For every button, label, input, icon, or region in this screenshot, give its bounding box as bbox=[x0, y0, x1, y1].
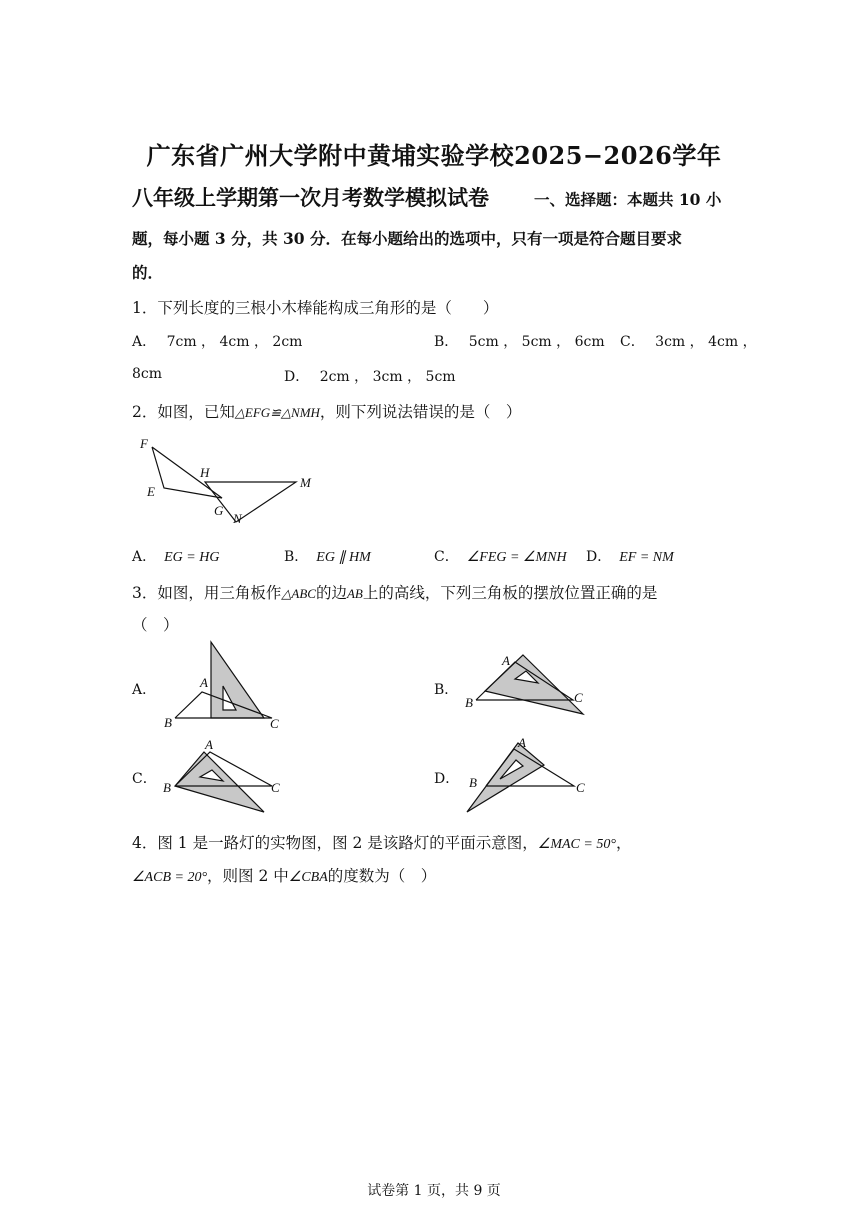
label-g: G bbox=[214, 503, 224, 518]
q3-option-c[interactable]: C． bbox=[132, 771, 157, 787]
stem-math: ∠ACB = 20° bbox=[132, 870, 208, 885]
label-a: A bbox=[205, 737, 213, 752]
stem-text: 4．图 1 是一路灯的实物图，图 2 是该路灯的平面示意图， bbox=[132, 834, 538, 852]
stem-math: △EFG≌△NMH bbox=[234, 405, 320, 420]
q1-option-a[interactable] bbox=[132, 331, 302, 351]
stem-text: 2．如图，已知 bbox=[132, 403, 235, 421]
q2-option-a[interactable] bbox=[132, 546, 219, 566]
q1-option-c-continued: 8cm bbox=[132, 366, 163, 382]
section-heading-part3: 的． bbox=[132, 263, 164, 282]
q3-figure-b bbox=[460, 648, 600, 724]
option-label: B． bbox=[434, 334, 459, 350]
stem-text: ，则图 2 中 bbox=[207, 867, 289, 885]
section-heading-part2: 题，每小题 3 分，共 30 分．在每小题给出的选项中，只有一项是符合题目要求 bbox=[132, 229, 682, 248]
label-c: C bbox=[271, 780, 280, 795]
page-footer: 试卷第 1 页，共 9 页 bbox=[367, 1183, 501, 1199]
question-2-stem bbox=[132, 400, 521, 422]
label-c: C bbox=[576, 780, 585, 795]
question-3-stem-end: （ ） bbox=[132, 616, 179, 634]
stem-text: 的边 bbox=[315, 584, 347, 602]
option-text: 5cm ， 5cm ， 6cm bbox=[468, 334, 605, 350]
q3-option-d[interactable]: D． bbox=[434, 771, 460, 787]
option-math: EG = HG bbox=[164, 550, 220, 565]
q2-option-d[interactable] bbox=[586, 546, 674, 566]
option-label: B． bbox=[284, 549, 309, 565]
q2-option-c[interactable] bbox=[434, 546, 567, 566]
stem-math: AB bbox=[346, 586, 363, 601]
label-c: C bbox=[574, 690, 583, 705]
stem-math: △ABC bbox=[281, 586, 316, 601]
q1-option-d[interactable] bbox=[284, 366, 456, 386]
option-label: D． bbox=[284, 369, 310, 385]
option-text: 3cm ， 4cm ， bbox=[655, 334, 757, 350]
question-4-stem-line2 bbox=[132, 864, 436, 886]
option-label: C． bbox=[434, 549, 459, 565]
q3-figure-c bbox=[160, 734, 290, 816]
option-label: A． bbox=[132, 549, 157, 565]
paper-title: 广东省广州大学附中黄埔实验学校2025−2026学年 bbox=[146, 141, 722, 170]
label-a: A bbox=[502, 653, 510, 668]
label-b: B bbox=[163, 780, 171, 795]
option-text: 2cm ， 3cm ， 5cm bbox=[319, 369, 456, 385]
option-math: ∠FEG = ∠MNH bbox=[466, 550, 567, 565]
label-b: B bbox=[465, 695, 473, 710]
q3-option-a[interactable]: A． bbox=[132, 682, 157, 698]
label-n: N bbox=[233, 511, 242, 526]
stem-text: ，则下列说法错误的是（ ） bbox=[319, 403, 522, 421]
stem-math: ∠CBA bbox=[288, 870, 328, 885]
stem-text: 的度数为（ ） bbox=[327, 867, 437, 885]
option-label: A． bbox=[132, 334, 157, 350]
option-label: D． bbox=[586, 549, 612, 565]
q3-figure-a bbox=[160, 638, 290, 736]
q1-option-b[interactable] bbox=[434, 331, 605, 351]
stem-text: 3．如图，用三角板作 bbox=[132, 584, 282, 602]
label-b: B bbox=[469, 775, 477, 790]
label-f: F bbox=[140, 436, 148, 451]
option-math: EG ∥ HM bbox=[316, 550, 371, 565]
label-a: A bbox=[518, 735, 526, 750]
q2-figure bbox=[130, 430, 330, 530]
option-text: 7cm ， 4cm ， 2cm bbox=[166, 334, 303, 350]
option-math: EF = NM bbox=[619, 550, 674, 565]
q2-option-b[interactable] bbox=[284, 546, 371, 566]
section-heading-part1: 一、选择题：本题共 10 小 bbox=[534, 190, 722, 209]
stem-text: ， bbox=[615, 834, 632, 852]
label-c: C bbox=[270, 716, 279, 731]
stem-text: 上的高线，下列三角板的摆放位置正确的是 bbox=[362, 584, 658, 602]
label-e: E bbox=[147, 484, 155, 499]
q1-option-c[interactable] bbox=[620, 331, 757, 351]
label-a: A bbox=[200, 675, 208, 690]
q3-option-b[interactable]: B． bbox=[434, 682, 459, 698]
paper-subtitle: 八年级上学期第一次月考数学模拟试卷 bbox=[132, 185, 489, 210]
question-4-stem-line1 bbox=[132, 831, 631, 853]
question-1-stem: 1．下列长度的三根小木棒能构成三角形的是（ ） bbox=[132, 299, 499, 317]
label-b: B bbox=[164, 715, 172, 730]
question-3-stem bbox=[132, 581, 657, 603]
label-m: M bbox=[300, 475, 311, 490]
label-h: H bbox=[200, 465, 210, 480]
q3-figure-d bbox=[460, 734, 600, 818]
option-label: C． bbox=[620, 334, 645, 350]
stem-math: ∠MAC = 50° bbox=[537, 837, 616, 852]
